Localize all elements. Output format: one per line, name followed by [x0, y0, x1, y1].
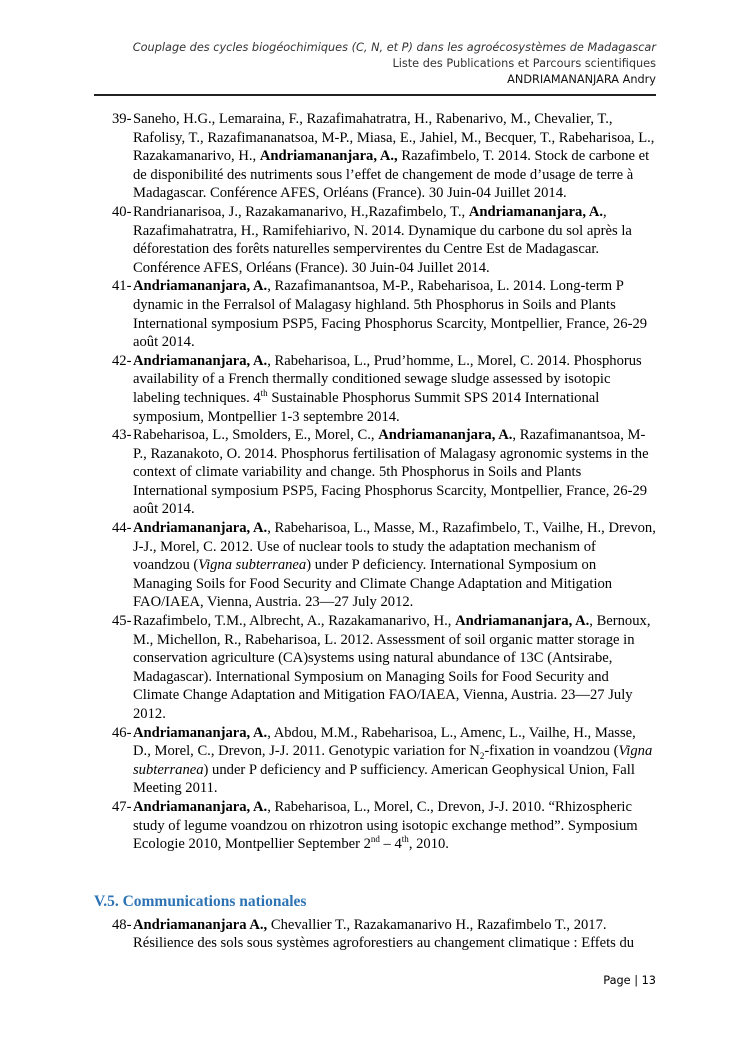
item-highlighted-author: Andriamananjara, A. [133, 278, 268, 295]
header-section-title: Liste des Publications et Parcours scientifiques [392, 57, 656, 70]
item-number: 47- [112, 798, 132, 815]
item-text: , Abdou, M.M., Rabeharisoa, L., Amenc, L., Vailhe, H., Masse, D., Morel, C., Drevon, J-J. 2011. Genotypic variation for N [133, 724, 636, 760]
item-number: 44- [112, 520, 132, 537]
publication-item [94, 352, 656, 426]
item-text: , Rabeharisoa, L., Prud’homme, L., Morel, C. 2014. Phosphorus availability of a French thermally conditioned sewage sludge assessed by isotopic labeling techniques. 4 [133, 352, 642, 406]
item-number: 48- [112, 916, 132, 933]
item-authors: Randrianarisoa, J., Razakamanarivo, H.,Razafimbelo, T., [133, 203, 469, 220]
item-authors: Rabeharisoa, L., Smolders, E., Morel, C., [133, 427, 379, 444]
publication-item [94, 426, 656, 519]
item-number: 41- [112, 278, 132, 295]
item-authors: Razafimbelo, T.M., Albrecht, A., Razakamanarivo, H., [133, 613, 456, 630]
item-text: , Razafimahatratra, H., Ramifehiarivo, N. 2014. Dynamique du carbone du sol après la déforestation des forêts naturelles sempervirentes du Centre Est de Madagascar. Conférence AFES, Orléans (France). 30 Juin-04 Juillet 2014. [133, 203, 632, 276]
item-highlighted-author: Andriamananjara, A. [455, 613, 590, 630]
item-text: Chevallier T., Razakamanarivo H., Razafimbelo T., 2017. Résilience des sols sous systèmes agroforestiers au changement climatique : Effets du [133, 916, 635, 952]
item-number: 43- [112, 427, 132, 444]
item-text: , Rabeharisoa, L., Morel, C., Drevon, J-J. 2010. “Rhizospheric study of legume voandzou on rhizotron using isotopic exchange method”. Symposium Ecologie 2010, Montpellier September 2 [133, 798, 638, 853]
item-text: – 4 [379, 836, 402, 853]
item-text: , Razafimanantsoa, M-P., Rabeharisoa, L. 2014. Long-term P dynamic in the Ferralsol of Malagasy highland. 5th Phosphorus in Soils and Plants International symposium PSP5, Facing Phosphorus Scarcity, Montpellier, France, 26-29 août 2014. [133, 278, 648, 351]
publication-item [94, 277, 656, 351]
item-highlighted-author: Andriamananjara, A. [378, 427, 513, 444]
page-header [94, 40, 656, 88]
page-label: Page [603, 974, 631, 987]
publication-item [94, 916, 656, 953]
item-text: ) under P deficiency and P sufficiency. American Geophysical Union, Fall Meeting 2011. [133, 761, 635, 797]
item-text: , Razafimanantsoa, M-P., Razanakoto, O. 2014. Phosphorus fertilisation of Malagasy agronomic systems in the context of climate variability and change. 5th Phosphorus in Soils and Plants International symposium PSP5, Facing Phosphorus Scarcity, Montpellier, France, 26-29 août 2014. [133, 427, 649, 518]
header-thesis-title: Couplage des cycles biogéochimiques (C, N, et P) dans les agroécosystèmes de Madagascar [132, 41, 656, 54]
publication-item [94, 203, 656, 277]
publication-item [94, 612, 656, 724]
item-highlighted-author: Andriamananjara, A. [133, 724, 268, 741]
item-number: 40- [112, 203, 132, 220]
item-number: 39- [112, 111, 132, 127]
item-number: 45- [112, 613, 132, 630]
item-text: , Rabeharisoa, L., Masse, M., Razafimbelo, T., Vailhe, H., Drevon, J-J., Morel, C. 2012. Use of nuclear tools to study the adaptation mechanism of voandzou ( [133, 520, 656, 574]
page-number: 13 [641, 974, 656, 987]
header-author: ANDRIAMANANJARA Andry [507, 73, 656, 86]
item-highlighted-author: Andriamananjara, A. [133, 352, 268, 369]
page-footer [603, 974, 656, 987]
header-divider [94, 94, 656, 96]
item-text: Razafimbelo, T. 2014. Stock de carbone et de disponibilité des nutriments sous l’effet de changement de mode d’usage de terre à Madagascar. Conférence AFES, Orléans (France). 30 Juin-04 Juillet 2014. [133, 148, 650, 202]
publication-item [94, 519, 656, 612]
item-highlighted-author: Andriamananjara, A. [468, 203, 604, 220]
item-highlighted-author: Andriamananjara A., [133, 916, 268, 933]
item-authors: Saneho, H.G., Lemaraina, F., Razafimahatratra, H., Rabenarivo, M., Chevalier, T., Rafolisy, T., Razafimananatsoa, M-P., Miasa, E., Jahiel, M., Becquer, T., Rabeharisoa, L., Razakamanarivo, H., [133, 111, 655, 165]
ordinal-superscript: th [401, 834, 409, 845]
item-highlighted-author: Andriamananjara, A., [259, 148, 398, 165]
section-heading: V.5. Communications nationales [94, 892, 307, 910]
publication-item [94, 798, 656, 854]
publication-list [94, 110, 656, 953]
item-highlighted-author: Andriamananjara, A. [133, 798, 268, 815]
species-name: Vigna subterranea [133, 743, 653, 778]
item-text: ) under P deficiency. International Symposium on Managing Soils for Food Security and Climate Change Adaptation and Mitigation FAO/IAEA, Vienna, Austria. 23—27 July 2012. [133, 557, 613, 611]
item-number: 42- [112, 352, 132, 369]
item-highlighted-author: Andriamananjara, A. [133, 520, 268, 537]
item-number: 46- [112, 724, 132, 741]
item-text: , Bernoux, M., Michellon, R., Rabeharisoa, L. 2012. Assessment of soil organic matter storage in conservation agriculture (CA)systems using natural abundance of 13C (Antsirabe, Madagascar). International Symposium on Managing Soils for Food Security and Climate Change Adaptation and Mitigation FAO/IAEA, Vienna, Austria. 23—27 July 2012. [133, 613, 651, 722]
ordinal-superscript: nd [370, 834, 380, 845]
species-name: Vigna subterranea [198, 557, 307, 574]
item-text: Sustainable Phosphorus Summit SPS 2014 International symposium, Montpellier 1-3 septembre 2014. [133, 389, 600, 425]
publication-item [94, 724, 656, 798]
publication-item [94, 110, 656, 203]
ordinal-superscript: th [260, 388, 268, 399]
item-text: -fixation in voandzou ( [484, 743, 619, 760]
subscript: 2 [479, 751, 485, 762]
item-text: , 2010. [408, 836, 449, 853]
page-separator: | [634, 974, 639, 987]
